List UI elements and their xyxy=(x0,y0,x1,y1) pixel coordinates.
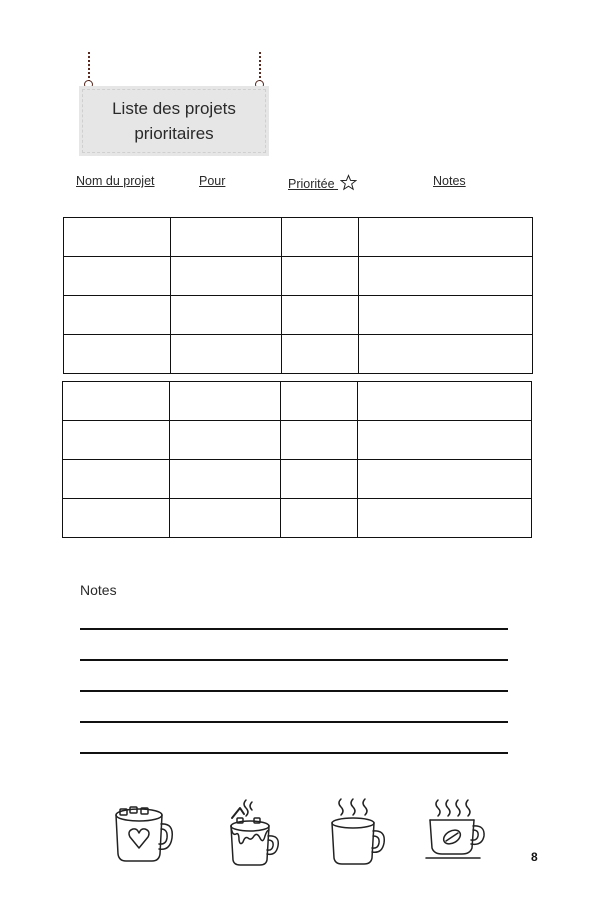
table-row xyxy=(63,421,532,460)
cell-for[interactable] xyxy=(171,218,282,257)
table-row xyxy=(64,335,533,374)
cell-priority[interactable] xyxy=(281,382,358,421)
cell-priority[interactable] xyxy=(282,257,359,296)
cell-name[interactable] xyxy=(64,218,171,257)
table-row xyxy=(64,257,533,296)
column-header-name: Nom du projet xyxy=(76,174,155,188)
sign-chain-right xyxy=(259,52,261,82)
column-header-priority xyxy=(288,174,357,191)
table-row xyxy=(64,218,533,257)
cell-name[interactable] xyxy=(63,460,170,499)
cell-for[interactable] xyxy=(170,460,281,499)
cell-notes[interactable] xyxy=(359,257,533,296)
column-header-for: Pour xyxy=(199,174,226,188)
page-number: 8 xyxy=(531,850,538,864)
cell-priority[interactable] xyxy=(281,499,358,538)
cell-for[interactable] xyxy=(171,296,282,335)
table-row xyxy=(63,382,532,421)
table-row xyxy=(63,499,532,538)
project-table-bottom xyxy=(62,381,532,538)
cell-name[interactable] xyxy=(64,335,171,374)
cell-name[interactable] xyxy=(64,296,171,335)
cell-for[interactable] xyxy=(170,499,281,538)
project-table-top xyxy=(63,217,533,374)
notes-line[interactable] xyxy=(80,659,508,661)
notes-line[interactable] xyxy=(80,721,508,723)
hot-chocolate-mug-icon xyxy=(220,796,284,868)
cell-notes[interactable] xyxy=(359,335,533,374)
cell-priority[interactable] xyxy=(282,218,359,257)
cell-notes[interactable] xyxy=(359,296,533,335)
cell-notes[interactable] xyxy=(358,421,532,460)
cell-notes[interactable] xyxy=(358,460,532,499)
cell-priority[interactable] xyxy=(281,460,358,499)
table-row xyxy=(63,460,532,499)
cell-for[interactable] xyxy=(171,335,282,374)
page-title-sign xyxy=(79,86,269,156)
coffee-cup-bean-icon xyxy=(424,796,490,864)
star-outline-icon xyxy=(340,174,357,191)
column-header-priority-label: Prioritée xyxy=(288,177,335,191)
steaming-cup-icon xyxy=(324,796,390,868)
cell-name[interactable] xyxy=(64,257,171,296)
notes-line[interactable] xyxy=(80,752,508,754)
cell-priority[interactable] xyxy=(281,421,358,460)
cell-name[interactable] xyxy=(63,382,170,421)
cell-for[interactable] xyxy=(170,382,281,421)
cell-name[interactable] xyxy=(63,421,170,460)
column-header-notes: Notes xyxy=(433,174,466,188)
cell-priority[interactable] xyxy=(282,335,359,374)
cell-name[interactable] xyxy=(63,499,170,538)
cell-notes[interactable] xyxy=(359,218,533,257)
cell-priority[interactable] xyxy=(282,296,359,335)
mug-heart-marshmallow-icon xyxy=(108,796,178,866)
page-title-line1: Liste des projets xyxy=(112,99,236,118)
cell-notes[interactable] xyxy=(358,382,532,421)
notes-line[interactable] xyxy=(80,628,508,630)
notes-line[interactable] xyxy=(80,690,508,692)
table-row xyxy=(64,296,533,335)
cell-for[interactable] xyxy=(170,421,281,460)
notes-label: Notes xyxy=(80,582,117,598)
page-title-line2: prioritaires xyxy=(134,124,214,143)
cell-for[interactable] xyxy=(171,257,282,296)
sign-chain-left xyxy=(88,52,90,82)
cell-notes[interactable] xyxy=(358,499,532,538)
